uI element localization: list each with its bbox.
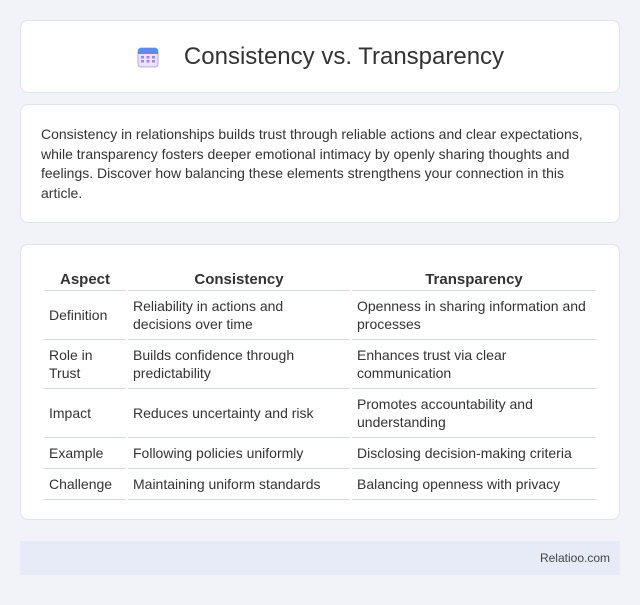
table-cell: Reliability in actions and decisions over time xyxy=(128,291,350,340)
comparison-table-card xyxy=(20,244,620,520)
table-cell: Openness in sharing information and processes xyxy=(352,291,596,340)
column-header-aspect: Aspect xyxy=(44,265,126,291)
table-cell: Enhances trust via clear communication xyxy=(352,340,596,389)
table-cell: Builds confidence through predictability xyxy=(128,340,350,389)
footer xyxy=(20,541,620,575)
table-cell: Disclosing decision-making criteria xyxy=(352,438,596,469)
table-row xyxy=(44,438,596,469)
table-cell: Definition xyxy=(44,291,126,340)
intro-text: Consistency in relationships builds trust through reliable actions and clear expectations, while transparency fosters deeper emotional intimacy by openly sharing thoughts and feelings. Discover how balancing these elements strengthens your connection in this article. xyxy=(41,126,583,201)
intro-card xyxy=(20,104,620,223)
table-cell: Maintaining uniform standards xyxy=(128,469,350,500)
comparison-table xyxy=(42,265,598,500)
table-header-row xyxy=(44,265,596,291)
table-row xyxy=(44,389,596,438)
table-cell: Challenge xyxy=(44,469,126,500)
table-row xyxy=(44,340,596,389)
table-row xyxy=(44,469,596,500)
table-cell: Role in Trust xyxy=(44,340,126,389)
table-cell: Promotes accountability and understanding xyxy=(352,389,596,438)
table-cell: Balancing openness with privacy xyxy=(352,469,596,500)
table-cell: Reduces uncertainty and risk xyxy=(128,389,350,438)
footer-brand[interactable]: Relatioo.com xyxy=(539,551,610,565)
table-row xyxy=(44,291,596,340)
calendar-icon xyxy=(136,45,160,69)
title-card xyxy=(20,20,620,93)
table-cell: Impact xyxy=(44,389,126,438)
column-header-consistency: Consistency xyxy=(128,265,350,291)
table-cell: Example xyxy=(44,438,126,469)
column-header-transparency: Transparency xyxy=(352,265,596,291)
page-title: Consistency vs. Transparency xyxy=(183,42,505,70)
table-cell: Following policies uniformly xyxy=(128,438,350,469)
